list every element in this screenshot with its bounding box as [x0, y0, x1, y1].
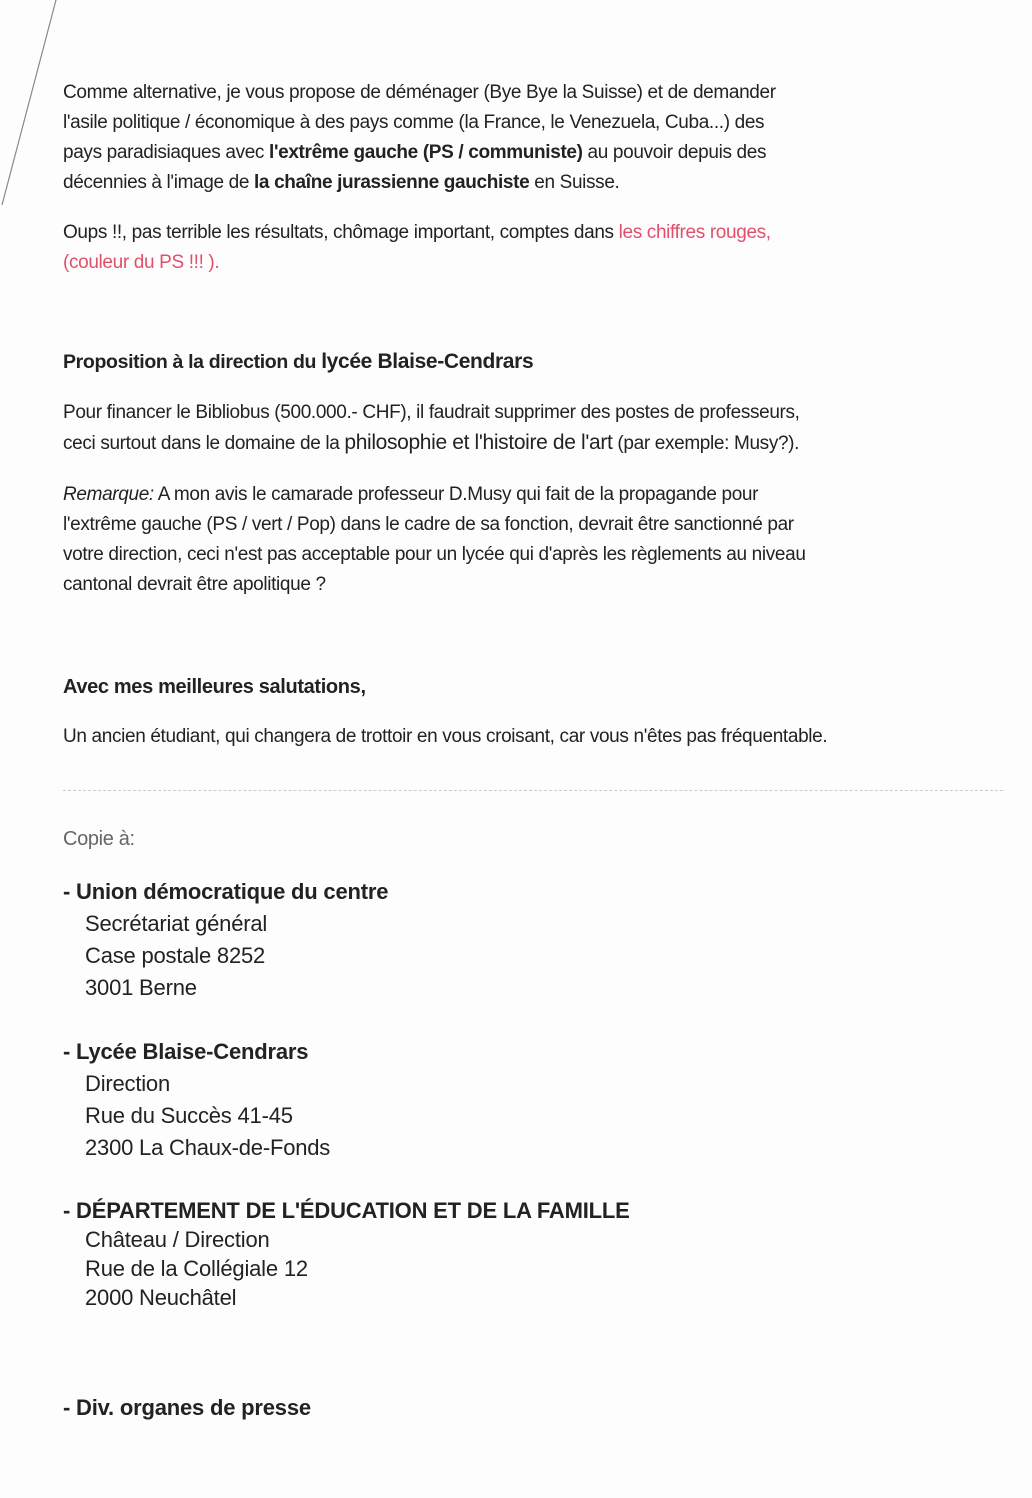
- closing-salutations: [63, 672, 366, 702]
- text-segment: Remarque:: [63, 484, 154, 505]
- text-line: [63, 347, 533, 377]
- text-segment: l'extrême gauche (PS / communiste): [269, 142, 583, 163]
- recipient-presse: [63, 1392, 311, 1424]
- recipient-name: - DÉPARTEMENT DE L'ÉDUCATION ET DE LA FAMILLE: [63, 1198, 630, 1223]
- recipient-address-line: Rue de la Collégiale 12: [85, 1256, 308, 1281]
- text-segment: Avec mes meilleures salutations,: [63, 676, 366, 698]
- recipient-address-line: Château / Direction: [85, 1227, 270, 1252]
- text-segment: ceci surtout dans le domaine de la: [63, 433, 345, 454]
- text-segment: en Suisse.: [529, 172, 620, 193]
- text-segment: l'asile politique / économique à des pays comme (la France, le Venezuela, Cuba...) des: [63, 112, 765, 133]
- recipient-address-line: 3001 Berne: [85, 975, 197, 1000]
- text-line: [63, 248, 771, 278]
- text-line: [63, 672, 366, 702]
- paragraph-oups: [63, 218, 771, 278]
- paragraph-alternative: [63, 78, 776, 198]
- text-line: [63, 108, 776, 138]
- text-segment: Oups !!, pas terrible les résultats, chômage important, comptes dans: [63, 222, 619, 243]
- copy-label: Copie à:: [63, 828, 135, 850]
- recipient-address-line: 2300 La Chaux-de-Fonds: [85, 1135, 331, 1160]
- text-segment: la chaîne jurassienne gauchiste: [254, 172, 530, 193]
- signature-line: [63, 722, 827, 752]
- recipient-address-line: Rue du Succès 41-45: [85, 1103, 293, 1128]
- text-segment: lycée Blaise-Cendrars: [321, 350, 534, 373]
- recipient-lycee: [63, 1036, 330, 1164]
- divider: [63, 790, 1003, 791]
- text-segment: Comme alternative, je vous propose de déménager (Bye Bye la Suisse) et de demander: [63, 82, 776, 103]
- text-segment: décennies à l'image de: [63, 172, 254, 193]
- paper-fold-mark: [0, 0, 60, 210]
- text-line: [63, 428, 800, 459]
- recipient-departement: [63, 1196, 630, 1312]
- text-segment: votre direction, ceci n'est pas acceptable pour un lycée qui d'après les règlements au niveau: [63, 544, 806, 565]
- paragraph-bibliobus: [63, 398, 800, 459]
- text-line: [63, 540, 806, 570]
- recipient-address-line: Case postale 8252: [85, 943, 266, 968]
- text-line: [63, 510, 806, 540]
- text-segment: philosophie et l'histoire de l'art: [344, 431, 613, 454]
- text-line: [63, 722, 827, 752]
- text-line: [63, 168, 776, 198]
- text-segment: les chiffres rouges,: [618, 222, 771, 243]
- paragraph-remarque: [63, 480, 806, 600]
- recipient-name: - Lycée Blaise-Cendrars: [63, 1039, 309, 1064]
- text-line: [63, 218, 771, 248]
- recipient-address-line: 2000 Neuchâtel: [85, 1285, 237, 1310]
- text-line: [63, 570, 806, 600]
- recipient-udc: [63, 876, 388, 1004]
- text-segment: (couleur du PS !!! ).: [63, 252, 220, 273]
- text-line: [63, 138, 776, 168]
- recipient-address-line: Secrétariat général: [85, 911, 268, 936]
- heading-proposition: [63, 347, 533, 377]
- text-line: [63, 398, 800, 428]
- text-segment: Pour financer le Bibliobus (500.000.- CHF), il faudrait supprimer des postes de professeurs,: [63, 402, 800, 423]
- text-segment: au pouvoir depuis des: [582, 142, 767, 163]
- text-segment: (par exemple: Musy?).: [612, 433, 800, 454]
- text-segment: Un ancien étudiant, qui changera de trottoir en vous croisant, car vous n'êtes pas fréquentable.: [63, 726, 828, 747]
- text-line: [63, 78, 776, 108]
- text-segment: Proposition à la direction du: [63, 351, 322, 373]
- text-segment: l'extrême gauche (PS / vert / Pop) dans le cadre de sa fonction, devrait être sanctionné par: [63, 514, 794, 535]
- text-segment: pays paradisiaques avec: [63, 142, 270, 163]
- recipient-address-line: Direction: [85, 1071, 171, 1096]
- recipient-name: - Union démocratique du centre: [63, 879, 389, 904]
- text-segment: cantonal devrait être apolitique ?: [63, 574, 326, 595]
- text-segment: A mon avis le camarade professeur D.Musy qui fait de la propagande pour: [153, 484, 759, 505]
- text-line: [63, 480, 806, 510]
- recipient-name: - Div. organes de presse: [63, 1395, 311, 1420]
